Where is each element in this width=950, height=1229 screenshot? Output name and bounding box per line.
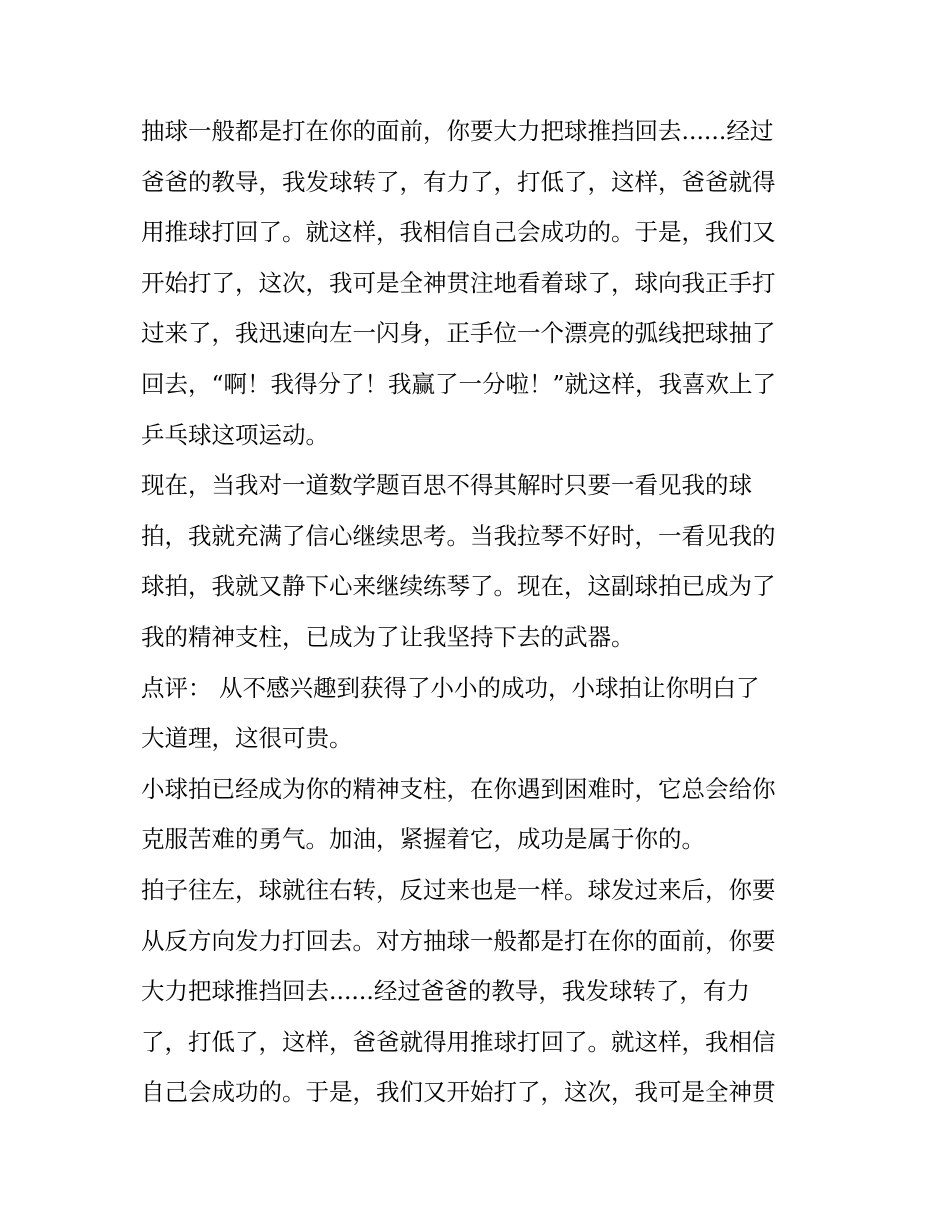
text-line: 大道理，这很可贵。 xyxy=(141,724,353,753)
text-line: 了，打低了，这样，爸爸就得用推球打回了。就这样，我相信 xyxy=(141,1027,776,1056)
text-line: 拍，我就充满了信心继续思考。当我拉琴不好时，一看见我的 xyxy=(141,521,776,550)
text-line: 现在，当我对一道数学题百思不得其解时只要一看见我的球 xyxy=(141,471,752,500)
text-line: 抽球一般都是打在你的面前，你要大力把球推挡回去......经过 xyxy=(141,117,774,145)
text-line: 开始打了，这次，我可是全神贯注地看着球了，球向我正手打 xyxy=(141,268,776,297)
text-line: 大力把球推挡回去......经过爸爸的教导，我发球转了，有力 xyxy=(141,977,750,1006)
text-line: 克服苦难的勇气。加油，紧握着它，成功是属于你的。 xyxy=(141,825,705,854)
text-line: 球拍，我就又静下心来继续练琴了。现在，这副球拍已成为了 xyxy=(141,572,776,601)
text-line: 回去，“啊！我得分了！我赢了一分啦！”就这样，我喜欢上了 xyxy=(141,369,777,398)
text-line: 自己会成功的。于是，我们又开始打了，这次，我可是全神贯 xyxy=(141,1078,776,1107)
text-line: 用推球打回了。就这样，我相信自己会成功的。于是，我们又 xyxy=(141,218,776,247)
text-line: 我的精神支柱，已成为了让我坚持下去的武器。 xyxy=(141,622,635,651)
text-line: 过来了，我迅速向左一闪身，正手位一个漂亮的弧线把球抽了 xyxy=(141,319,776,348)
text-line: 乒乓球这项运动。 xyxy=(141,420,329,449)
text-line: 点评： 从不感兴趣到获得了小小的成功，小球拍让你明白了 xyxy=(141,673,760,702)
text-line: 从反方向发力打回去。对方抽球一般都是打在你的面前，你要 xyxy=(141,926,776,955)
essay-text xyxy=(141,106,821,1118)
text-line: 拍子往左，球就往右转，反过来也是一样。球发过来后，你要 xyxy=(141,875,776,904)
text-line: 小球拍已经成为你的精神支柱，在你遇到困难时，它总会给你 xyxy=(141,774,776,803)
text-line: 爸爸的教导，我发球转了，有力了，打低了，这样，爸爸就得 xyxy=(141,167,776,196)
